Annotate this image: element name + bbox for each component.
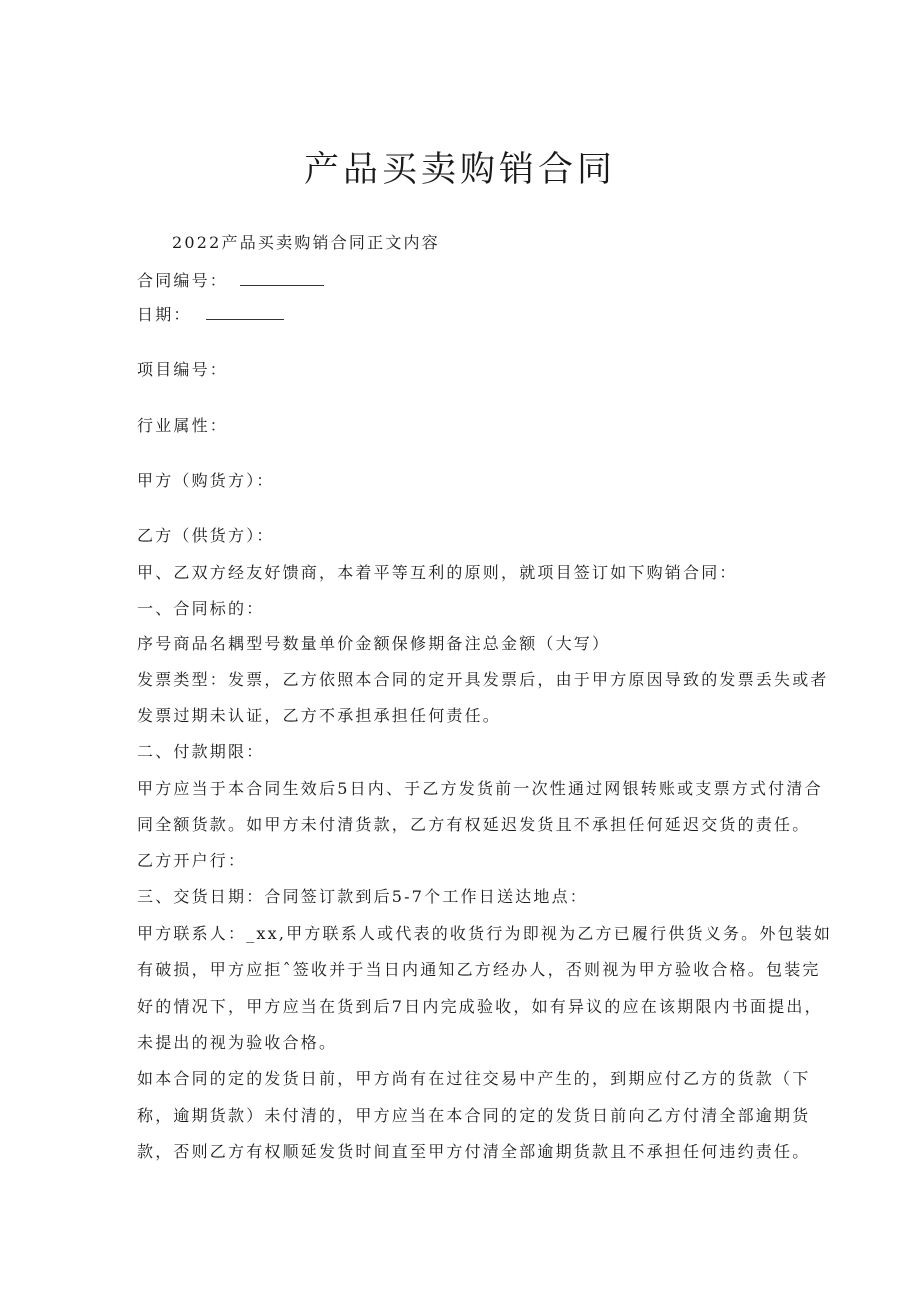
body-line: 甲方应当于本合同生效后5日内、于乙方发货前一次性通过网银转账或支票方式付清合	[137, 779, 823, 798]
body-line: 一、合同标的：	[137, 599, 265, 618]
body-line: 序号商品名耦型号数量单价金额保修期备注总金额（大写）	[137, 634, 611, 653]
body-line: 发票过期未认证，乙方不承担承担任何责任。	[137, 706, 502, 725]
body-line: 三、交货日期：合同签订款到后5-7个工作日送达地点：	[137, 887, 588, 906]
date-label: 日期：	[137, 305, 192, 324]
project-no-row: 项目编号：	[137, 360, 229, 379]
body-line: 如本合同的定的发货日前，甲方尚有在过往交易中产生的，到期应付乙方的货款（下	[137, 1069, 811, 1088]
date-row	[137, 305, 797, 325]
body-line: 好的情况下，甲方应当在货到后7日内完成验收，如有异议的应在该期限内书面提出，	[137, 997, 823, 1016]
body-line: 发票类型：发票，乙方依照本合同的定开具发票后，由于甲方原因导致的发票丢失或者	[137, 670, 829, 689]
date-blank	[206, 305, 284, 320]
contract-no-blank	[240, 271, 324, 286]
body-line: 同全额货款。如甲方未付清货款，乙方有权延迟发货且不承担任何延迟交货的责任。	[137, 815, 811, 834]
party-a-row: 甲方（购货方）：	[137, 471, 275, 490]
body-line: 乙方开户行：	[137, 851, 247, 870]
page-title: 产品买卖购销合同	[303, 150, 616, 190]
industry-row: 行业属性：	[137, 416, 229, 435]
contract-no-label: 合同编号：	[137, 271, 229, 290]
subtitle: 2022产品买卖购销合同正文内容	[172, 233, 440, 252]
body-line: 有破损，甲方应拒ˆ签收并于当日内通知乙方经办人，否则视为甲方验收合格。包装完	[137, 960, 821, 979]
body-line: 款，否则乙方有权顺延发货时间直至甲方付清全部逾期货款且不承担任何违约责任。	[137, 1142, 811, 1161]
party-b-row: 乙方（供货方）：	[137, 526, 275, 545]
body-line: 未提出的视为验收合格。	[137, 1033, 338, 1052]
body-line: 甲、乙双方经友好馈商，本着平等互利的原则，就项目签订如下购销合同：	[137, 563, 738, 582]
body-line: 称，逾期货款）未付清的，甲方应当在本合同的定的发货日前向乙方付清全部逾期货	[137, 1106, 811, 1125]
body-line: 二、付款期限：	[137, 742, 265, 761]
body-line: 甲方联系人：_xx,甲方联系人或代表的收货行为即视为乙方已履行供货义务。外包装如	[137, 924, 833, 943]
contract-no-row	[137, 271, 797, 291]
